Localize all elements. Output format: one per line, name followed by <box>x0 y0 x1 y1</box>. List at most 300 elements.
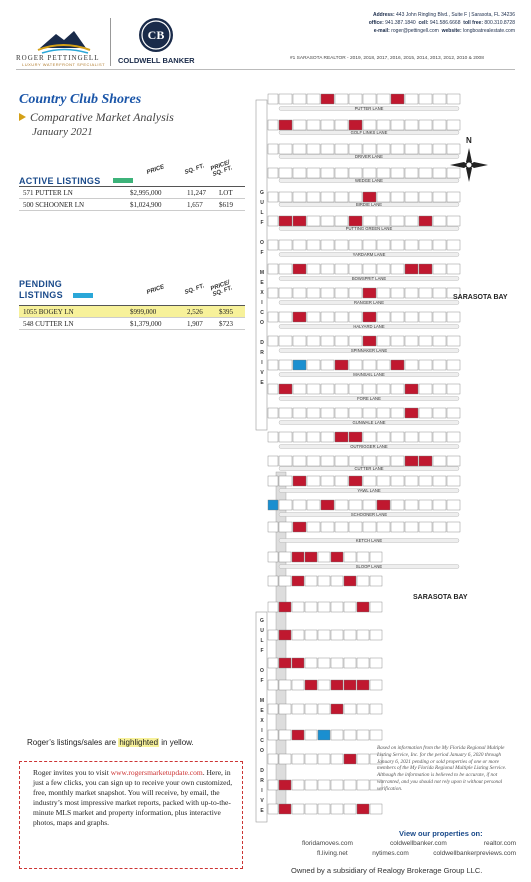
lot-parcel <box>377 432 390 442</box>
lot-parcel <box>377 94 390 104</box>
lot-parcel <box>292 552 304 562</box>
pending-listings-title: PENDING LISTINGS <box>19 279 63 300</box>
lot-parcel <box>391 240 404 250</box>
street-label: DRIVER LANE <box>355 154 383 159</box>
lot-parcel <box>405 94 418 104</box>
lot-parcel <box>377 384 390 394</box>
lot-parcel <box>344 704 356 714</box>
site-link[interactable]: nytimes.com <box>372 850 409 857</box>
site-link[interactable]: fl.living.net <box>317 850 348 857</box>
lot-parcel <box>335 500 348 510</box>
lot-parcel <box>331 658 343 668</box>
lot-parcel <box>279 216 292 226</box>
gulf-drive-letter-south: E <box>260 708 264 714</box>
lot-parcel <box>419 456 432 466</box>
lot-parcel <box>279 360 292 370</box>
lot-parcel <box>279 680 291 690</box>
listing-sqft: 11,247 <box>187 188 206 197</box>
lot-parcel <box>377 456 390 466</box>
lot-parcel <box>321 168 334 178</box>
lot-parcel <box>279 730 291 740</box>
lot-parcel <box>405 336 418 346</box>
lot-parcel <box>307 336 320 346</box>
lot-parcel <box>268 432 278 442</box>
gulf-drive-letter: I <box>261 360 263 366</box>
lot-parcel <box>349 476 362 486</box>
lot-parcel <box>344 630 356 640</box>
gulf-drive-letter: I <box>261 300 263 306</box>
lot-parcel <box>321 500 334 510</box>
lot-parcel <box>447 240 460 250</box>
lot-parcel <box>363 432 376 442</box>
lot-parcel <box>279 312 292 322</box>
lot-parcel <box>363 408 376 418</box>
lot-parcel <box>391 336 404 346</box>
street-label: SCHOONER LANE <box>350 512 388 517</box>
listing-price-per-sqft: LOT <box>219 188 233 197</box>
col-price-header: PRICE <box>145 164 166 176</box>
lot-parcel <box>377 408 390 418</box>
site-link[interactable]: floridamoves.com <box>302 840 353 847</box>
lot-parcel <box>391 94 404 104</box>
lot-parcel <box>279 780 291 790</box>
lot-parcel <box>293 384 306 394</box>
lot-parcel <box>335 432 348 442</box>
lot-parcel <box>335 384 348 394</box>
lot-parcel <box>344 658 356 668</box>
lot-parcel <box>357 754 369 764</box>
lot-parcel <box>335 94 348 104</box>
lot-parcel <box>349 168 362 178</box>
lot-parcel <box>335 408 348 418</box>
lot-parcel <box>344 754 356 764</box>
lot-parcel <box>447 408 460 418</box>
lot-parcel <box>391 522 404 532</box>
listing-address: 548 CUTTER LN <box>23 319 74 328</box>
street-label: PUTTER LANE <box>354 106 384 111</box>
lot-parcel <box>363 522 376 532</box>
lot-parcel <box>370 630 382 640</box>
lot-parcel <box>377 240 390 250</box>
pending-color-bar <box>73 293 93 298</box>
lot-parcel <box>307 264 320 274</box>
lot-parcel <box>357 780 369 790</box>
col-price-header-2: PRICE <box>145 284 166 296</box>
lot-parcel <box>307 384 320 394</box>
lot-parcel <box>405 192 418 202</box>
lot-parcel <box>419 360 432 370</box>
lot-parcel <box>357 658 369 668</box>
lot-parcel <box>447 120 460 130</box>
lot-parcel <box>305 552 317 562</box>
lot-parcel <box>321 408 334 418</box>
lot-parcel <box>268 168 278 178</box>
gulf-drive-letter-south: O <box>260 668 264 674</box>
gulf-drive-letter: D <box>260 340 264 346</box>
lot-parcel <box>433 408 446 418</box>
listing-row <box>19 199 245 211</box>
listing-price: $1,024,900 <box>130 200 162 209</box>
lot-parcel <box>307 312 320 322</box>
listing-row <box>19 187 245 199</box>
lot-parcel <box>405 522 418 532</box>
coldwell-banker-logo <box>139 18 173 52</box>
lot-parcel <box>318 754 330 764</box>
lot-parcel <box>279 576 291 586</box>
lot-parcel <box>268 192 278 202</box>
listing-row <box>19 306 245 318</box>
lot-parcel <box>292 602 304 612</box>
office-phone: 941.387.1840 <box>385 20 416 26</box>
lot-parcel <box>349 144 362 154</box>
lot-parcel <box>293 456 306 466</box>
lot-parcel <box>279 804 291 814</box>
lot-parcel <box>433 522 446 532</box>
lot-parcel <box>268 264 278 274</box>
lot-parcel <box>363 500 376 510</box>
lot-parcel <box>268 288 278 298</box>
lot-parcel <box>305 602 317 612</box>
street-label: MAINSAIL LANE <box>353 372 385 377</box>
active-listings-title: ACTIVE LISTINGS <box>19 176 101 186</box>
lot-parcel <box>349 216 362 226</box>
lot-parcel <box>279 384 292 394</box>
lot-parcel <box>433 500 446 510</box>
lot-parcel <box>349 120 362 130</box>
lot-parcel <box>331 704 343 714</box>
lot-parcel <box>405 500 418 510</box>
street-label: SLOOP LANE <box>355 564 383 569</box>
website-link[interactable]: longboatrealestate.com <box>463 28 515 34</box>
lot-parcel <box>357 576 369 586</box>
lot-parcel <box>321 384 334 394</box>
lot-parcel <box>363 192 376 202</box>
view-properties-title: View our properties on: <box>399 829 483 838</box>
street-label: RANGER LANE <box>353 300 385 305</box>
lot-parcel <box>307 360 320 370</box>
lot-parcel <box>307 456 320 466</box>
lot-parcel <box>349 264 362 274</box>
lot-parcel <box>433 432 446 442</box>
gulf-drive-letter-south: X <box>260 718 264 724</box>
lot-parcel <box>307 94 320 104</box>
svg-text:CB: CB <box>147 28 165 42</box>
listing-price: $2,995,000 <box>130 188 162 197</box>
lot-parcel <box>377 120 390 130</box>
highlight-legend <box>27 738 194 747</box>
lot-parcel <box>268 408 278 418</box>
site-link[interactable]: coldwellbankerpreviews.com <box>433 850 516 857</box>
lot-parcel <box>363 360 376 370</box>
lot-parcel <box>391 144 404 154</box>
lot-parcel <box>405 432 418 442</box>
lot-parcel <box>307 216 320 226</box>
lot-parcel <box>363 264 376 274</box>
lot-parcel <box>293 264 306 274</box>
lot-parcel <box>377 144 390 154</box>
lot-parcel <box>344 804 356 814</box>
lot-parcel <box>279 94 292 104</box>
brokerage-name: COLDWELL BANKER <box>118 56 195 65</box>
lot-parcel <box>331 602 343 612</box>
lot-parcel <box>405 144 418 154</box>
lot-parcel <box>321 216 334 226</box>
lot-parcel <box>268 780 278 790</box>
gulf-drive-letter: G <box>260 190 264 196</box>
address-label: Address: <box>372 12 395 18</box>
gulf-drive-letter: L <box>260 210 264 216</box>
lot-parcel <box>419 240 432 250</box>
lot-parcel <box>349 192 362 202</box>
listing-sqft: 1,907 <box>187 319 203 328</box>
lot-parcel <box>357 704 369 714</box>
lot-parcel <box>419 144 432 154</box>
lot-parcel <box>419 522 432 532</box>
gulf-drive-letter-south: I <box>261 728 263 734</box>
lot-parcel <box>321 360 334 370</box>
lot-parcel <box>433 336 446 346</box>
gulf-drive-letter: O <box>260 320 264 326</box>
lot-parcel <box>370 552 382 562</box>
gulf-drive-letter-south: G <box>260 618 264 624</box>
lot-parcel <box>305 730 317 740</box>
lot-parcel <box>433 384 446 394</box>
lot-parcel <box>433 264 446 274</box>
website-label: website: <box>441 28 462 34</box>
lot-parcel <box>279 288 292 298</box>
lot-parcel <box>433 312 446 322</box>
site-link[interactable]: coldwellbanker.com <box>390 840 447 847</box>
lot-parcel <box>279 456 292 466</box>
lot-parcel <box>268 94 278 104</box>
promo-box <box>19 761 243 869</box>
listing-price-per-sqft: $723 <box>219 319 233 328</box>
lot-parcel <box>305 680 317 690</box>
gulf-drive-letter-south: C <box>260 738 264 744</box>
lot-parcel <box>391 500 404 510</box>
lot-parcel <box>363 94 376 104</box>
listing-price: $1,379,000 <box>130 319 162 328</box>
report-date: January 2021 <box>32 126 93 138</box>
lot-parcel <box>377 522 390 532</box>
lot-parcel <box>279 432 292 442</box>
lot-parcel <box>279 408 292 418</box>
lot-parcel <box>279 476 292 486</box>
gulf-drive-letter: O <box>260 240 264 246</box>
street-label: WEDGE LANE <box>355 178 383 183</box>
lot-parcel <box>331 576 343 586</box>
lot-parcel <box>349 240 362 250</box>
lot-parcel <box>391 384 404 394</box>
lot-parcel <box>279 144 292 154</box>
report-subtitle: Comparative Market Analysis <box>30 110 174 124</box>
lot-parcel <box>349 336 362 346</box>
sites-row-2 <box>317 850 516 857</box>
bay-label-south: SARASOTA BAY <box>413 594 468 601</box>
lot-parcel <box>307 476 320 486</box>
col-sqft-header-2: SQ. FT. <box>183 283 206 296</box>
lot-parcel <box>377 476 390 486</box>
lot-parcel <box>305 576 317 586</box>
gulf-drive-letter-south: I <box>261 788 263 794</box>
gulf-drive-letter: U <box>260 200 264 206</box>
lot-parcel <box>370 704 382 714</box>
lot-parcel <box>370 680 382 690</box>
lot-parcel <box>344 576 356 586</box>
lot-parcel <box>307 408 320 418</box>
lot-parcel <box>391 360 404 370</box>
lot-parcel <box>447 456 460 466</box>
lot-parcel <box>292 730 304 740</box>
lot-parcel <box>433 216 446 226</box>
lot-parcel <box>335 522 348 532</box>
lot-parcel <box>370 602 382 612</box>
lot-parcel <box>293 192 306 202</box>
lot-parcel <box>349 288 362 298</box>
listing-price-per-sqft: $395 <box>219 307 233 316</box>
lot-parcel <box>318 552 330 562</box>
listing-address: 1055 BOGEY LN <box>23 307 74 316</box>
lot-parcel <box>419 120 432 130</box>
lot-parcel <box>344 730 356 740</box>
lot-parcel <box>279 240 292 250</box>
listing-price-per-sqft: $619 <box>219 200 233 209</box>
lot-parcel <box>349 500 362 510</box>
lot-parcel <box>268 456 278 466</box>
agent-name: ROGER PETTINGELL <box>16 54 100 62</box>
lot-parcel <box>268 552 278 562</box>
lot-parcel <box>405 216 418 226</box>
lot-parcel <box>447 476 460 486</box>
lot-parcel <box>293 336 306 346</box>
lot-parcel <box>331 780 343 790</box>
lot-parcel <box>335 476 348 486</box>
lot-parcel <box>293 240 306 250</box>
col-sqft-header: SQ. FT. <box>183 163 206 176</box>
lot-parcel <box>363 168 376 178</box>
lot-parcel <box>268 360 278 370</box>
cell-phone: 941.586.6668 <box>429 20 461 26</box>
lot-parcel <box>268 630 278 640</box>
gulf-drive-letter-south: D <box>260 768 264 774</box>
lot-parcel <box>363 144 376 154</box>
lot-parcel <box>321 144 334 154</box>
lot-parcel <box>447 500 460 510</box>
email-link[interactable]: roger@pettingell.com <box>391 28 439 34</box>
lot-parcel <box>279 552 291 562</box>
lot-parcel <box>321 456 334 466</box>
lot-parcel <box>377 500 390 510</box>
col-ppsf-header-2: PRICE/ SQ. FT. <box>209 279 234 298</box>
lot-parcel <box>363 216 376 226</box>
lot-parcel <box>419 288 432 298</box>
gulf-drive-letter: M <box>259 270 265 276</box>
lot-parcel <box>370 730 382 740</box>
lot-parcel <box>377 360 390 370</box>
lot-parcel <box>293 120 306 130</box>
lot-parcel <box>391 476 404 486</box>
active-color-bar <box>113 178 133 183</box>
lot-parcel <box>363 312 376 322</box>
cell-label: cell: <box>418 20 429 26</box>
sites-row-1 <box>302 840 516 847</box>
site-link[interactable]: realtor.com <box>483 840 516 847</box>
promo-text-1: Roger invites you to visit <box>33 768 111 777</box>
lot-parcel <box>305 780 317 790</box>
contact-web <box>374 28 515 34</box>
tollfree-phone: 800.310.8728 <box>484 20 515 26</box>
gulf-drive-letter: V <box>260 370 264 376</box>
bay-label-north: SARASOTA BAY <box>453 294 508 301</box>
lot-parcel <box>268 240 278 250</box>
lot-parcel <box>305 754 317 764</box>
gulf-drive-letter: X <box>260 290 264 296</box>
lot-parcel <box>447 312 460 322</box>
lot-parcel <box>293 360 306 370</box>
lot-parcel <box>321 240 334 250</box>
lot-parcel <box>293 408 306 418</box>
lot-parcel <box>292 780 304 790</box>
gulf-drive-letter-south: V <box>260 798 264 804</box>
lot-parcel <box>268 120 278 130</box>
lot-parcel <box>335 264 348 274</box>
lot-parcel <box>363 120 376 130</box>
gulf-drive-letter: C <box>260 310 264 316</box>
lot-parcel <box>279 192 292 202</box>
contact-address <box>373 12 515 18</box>
lot-parcel <box>292 754 304 764</box>
lot-parcel <box>344 680 356 690</box>
lot-parcel <box>357 804 369 814</box>
lot-parcel <box>321 120 334 130</box>
lot-parcel <box>447 94 460 104</box>
lot-parcel <box>318 576 330 586</box>
lot-parcel <box>268 144 278 154</box>
lot-parcel <box>268 680 278 690</box>
promo-url-link[interactable]: www.rogersmarketupdate.com <box>110 768 203 777</box>
street-label: GUNWALE LANE <box>352 420 386 425</box>
compass-rose-icon <box>446 140 492 190</box>
lot-parcel <box>335 144 348 154</box>
lot-parcel <box>321 94 334 104</box>
lot-parcel <box>307 500 320 510</box>
lot-parcel <box>433 94 446 104</box>
lot-parcel <box>419 500 432 510</box>
lot-parcel <box>391 216 404 226</box>
lot-parcel <box>405 120 418 130</box>
street-label: SPINNAKER LANE <box>350 348 388 353</box>
lot-parcel <box>318 602 330 612</box>
lot-parcel <box>331 730 343 740</box>
lot-parcel <box>405 312 418 322</box>
lot-parcel <box>321 288 334 298</box>
lot-parcel <box>363 288 376 298</box>
lot-parcel <box>447 192 460 202</box>
lot-parcel <box>268 658 278 668</box>
lot-parcel <box>391 264 404 274</box>
street-label: YARDARM LANE <box>352 252 386 257</box>
lot-parcel <box>447 522 460 532</box>
lot-parcel <box>419 192 432 202</box>
lot-parcel <box>293 476 306 486</box>
lot-parcel <box>391 408 404 418</box>
listing-address: 500 SCHOONER LN <box>23 200 85 209</box>
lot-parcel <box>344 602 356 612</box>
street-label: CUTTER LANE <box>354 466 384 471</box>
lot-parcel <box>447 432 460 442</box>
lot-parcel <box>349 522 362 532</box>
listing-sqft: 2,526 <box>187 307 203 316</box>
